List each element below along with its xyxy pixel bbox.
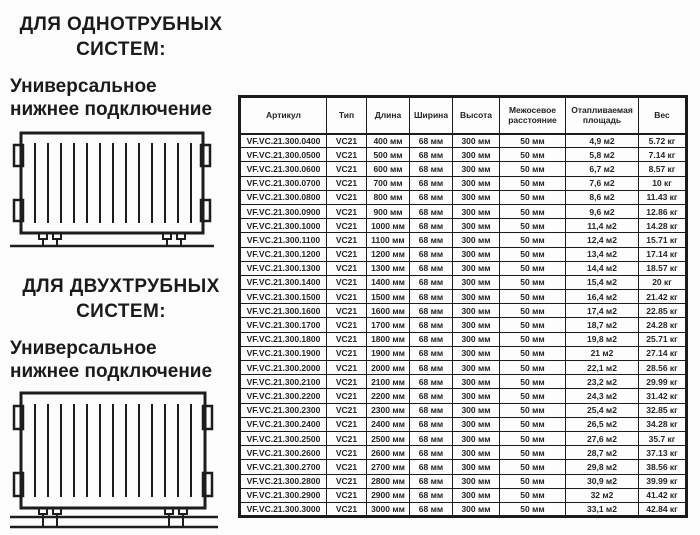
table-cell: 14.28 кг xyxy=(639,219,687,233)
table-cell: 68 мм xyxy=(410,318,453,332)
table-cell: 34.28 кг xyxy=(639,417,687,431)
table-cell: 32.85 кг xyxy=(639,403,687,417)
table-cell: 300 мм xyxy=(453,162,500,176)
table-row xyxy=(240,304,687,318)
table-cell: 68 мм xyxy=(410,417,453,431)
table-cell: 300 мм xyxy=(453,247,500,261)
table-cell: VC21 xyxy=(327,219,367,233)
table-cell: 50 мм xyxy=(500,233,566,247)
table-cell: 50 мм xyxy=(500,304,566,318)
table-cell: VF.VC.21.300.2900 xyxy=(240,488,327,502)
table-cell: 1700 мм xyxy=(367,318,410,332)
table-cell: VF.VC.21.300.0800 xyxy=(240,190,327,204)
table-cell: 2000 мм xyxy=(367,361,410,375)
table-cell: 50 мм xyxy=(500,275,566,289)
table-cell: VF.VC.21.300.2100 xyxy=(240,375,327,389)
table-cell: 300 мм xyxy=(453,332,500,346)
table-row xyxy=(240,375,687,389)
table-cell: VF.VC.21.300.1400 xyxy=(240,275,327,289)
table-cell: 400 мм xyxy=(367,134,410,148)
table-row xyxy=(240,290,687,304)
table-cell: 18.57 кг xyxy=(639,261,687,275)
table-cell: VC21 xyxy=(327,460,367,474)
table-cell: 300 мм xyxy=(453,190,500,204)
table-row xyxy=(240,176,687,190)
left-panel xyxy=(10,0,232,535)
table-cell: 50 мм xyxy=(500,332,566,346)
table-cell: 300 мм xyxy=(453,261,500,275)
table-cell: 21 м2 xyxy=(566,346,639,360)
table-cell: 17,4 м2 xyxy=(566,304,639,318)
table-cell: 68 мм xyxy=(410,502,453,516)
table-cell: 27.14 кг xyxy=(639,346,687,360)
table-cell: VC21 xyxy=(327,389,367,403)
table-row xyxy=(240,148,687,162)
table-cell: VF.VC.21.300.1300 xyxy=(240,261,327,275)
table-cell: 24.28 кг xyxy=(639,318,687,332)
table-cell: 50 мм xyxy=(500,361,566,375)
table-cell: 2100 мм xyxy=(367,375,410,389)
table-cell: 300 мм xyxy=(453,290,500,304)
table-cell: 5,8 м2 xyxy=(566,148,639,162)
table-cell: 50 мм xyxy=(500,460,566,474)
table-cell: 300 мм xyxy=(453,134,500,148)
table-cell: VC21 xyxy=(327,431,367,445)
table-cell: 2600 мм xyxy=(367,446,410,460)
table-row xyxy=(240,488,687,502)
table-row xyxy=(240,446,687,460)
table-cell: VF.VC.21.300.1900 xyxy=(240,346,327,360)
table-cell: 1500 мм xyxy=(367,290,410,304)
table-cell: VC21 xyxy=(327,190,367,204)
section-subtitle-line1: Универсальное xyxy=(10,76,157,97)
column-header: Длина xyxy=(367,97,410,134)
table-cell: 20 кг xyxy=(639,275,687,289)
table-cell: 300 мм xyxy=(453,431,500,445)
table-cell: 35.7 кг xyxy=(639,431,687,445)
table-cell: VF.VC.21.300.2200 xyxy=(240,389,327,403)
table-cell: 1200 мм xyxy=(367,247,410,261)
table-cell: VC21 xyxy=(327,233,367,247)
table-cell: 68 мм xyxy=(410,176,453,190)
column-header: Высота xyxy=(453,97,500,134)
table-row xyxy=(240,233,687,247)
table-cell: 300 мм xyxy=(453,417,500,431)
column-header: Артикул xyxy=(240,97,327,134)
table-cell: 50 мм xyxy=(500,290,566,304)
table-cell: 300 мм xyxy=(453,233,500,247)
table-cell: 800 мм xyxy=(367,190,410,204)
table-row xyxy=(240,332,687,346)
column-header: Межосевое расстояние xyxy=(500,97,566,134)
table-row xyxy=(240,162,687,176)
table-cell: 68 мм xyxy=(410,204,453,218)
table-row xyxy=(240,318,687,332)
table-cell: 50 мм xyxy=(500,204,566,218)
column-header: Отапливаемая площадь xyxy=(566,97,639,134)
table-cell: VC21 xyxy=(327,403,367,417)
table-cell: 23,2 м2 xyxy=(566,375,639,389)
section-title-line1: ДЛЯ ДВУХТРУБНЫХ xyxy=(22,276,220,297)
table-row xyxy=(240,431,687,445)
table-cell: 50 мм xyxy=(500,148,566,162)
table-row xyxy=(240,474,687,488)
table-cell: 68 мм xyxy=(410,134,453,148)
table-cell: 9,6 м2 xyxy=(566,204,639,218)
table-cell: 18,7 м2 xyxy=(566,318,639,332)
table-cell: VF.VC.21.300.1600 xyxy=(240,304,327,318)
section-title-line2: СИСТЕМ: xyxy=(76,301,166,322)
table-cell: 21.42 кг xyxy=(639,290,687,304)
table-cell: 1900 мм xyxy=(367,346,410,360)
table-cell: 39.99 кг xyxy=(639,474,687,488)
table-cell: 300 мм xyxy=(453,148,500,162)
table-cell: 300 мм xyxy=(453,446,500,460)
table-cell: 68 мм xyxy=(410,446,453,460)
section-subtitle-line2: нижнее подключение xyxy=(10,361,213,382)
table-cell: VF.VC.21.300.1000 xyxy=(240,219,327,233)
table-cell: 41.42 кг xyxy=(639,488,687,502)
table-row xyxy=(240,502,687,516)
table-cell: 2400 мм xyxy=(367,417,410,431)
table-cell: VC21 xyxy=(327,304,367,318)
table-cell: 6,7 м2 xyxy=(566,162,639,176)
table-cell: 22.85 кг xyxy=(639,304,687,318)
table-cell: 68 мм xyxy=(410,460,453,474)
table-cell: 68 мм xyxy=(410,389,453,403)
table-cell: VF.VC.21.300.1500 xyxy=(240,290,327,304)
table-cell: VC21 xyxy=(327,134,367,148)
table-cell: 50 мм xyxy=(500,502,566,516)
table-cell: 1300 мм xyxy=(367,261,410,275)
table-cell: VC21 xyxy=(327,502,367,516)
table-cell: 68 мм xyxy=(410,474,453,488)
table-cell: VC21 xyxy=(327,488,367,502)
table-cell: 500 мм xyxy=(367,148,410,162)
table-cell: 13,4 м2 xyxy=(566,247,639,261)
table-cell: VF.VC.21.300.0900 xyxy=(240,204,327,218)
table-cell: 1100 мм xyxy=(367,233,410,247)
table-cell: 22,1 м2 xyxy=(566,361,639,375)
table-cell: VF.VC.21.300.1700 xyxy=(240,318,327,332)
table-cell: 7,6 м2 xyxy=(566,176,639,190)
table-cell: 8,6 м2 xyxy=(566,190,639,204)
table-row xyxy=(240,247,687,261)
table-cell: 29.99 кг xyxy=(639,375,687,389)
table-cell: 7.14 кг xyxy=(639,148,687,162)
table-cell: 68 мм xyxy=(410,346,453,360)
table-cell: 68 мм xyxy=(410,233,453,247)
radiator-single-pipe-diagram xyxy=(10,130,214,252)
table-cell: 68 мм xyxy=(410,247,453,261)
table-cell: 300 мм xyxy=(453,219,500,233)
table-cell: 38.56 кг xyxy=(639,460,687,474)
table-cell: 300 мм xyxy=(453,389,500,403)
table-cell: 68 мм xyxy=(410,361,453,375)
table-cell: 2200 мм xyxy=(367,389,410,403)
table-cell: 50 мм xyxy=(500,431,566,445)
table-cell: 68 мм xyxy=(410,261,453,275)
column-header: Вес xyxy=(639,97,687,134)
table-row xyxy=(240,361,687,375)
table-cell: VF.VC.21.300.2700 xyxy=(240,460,327,474)
table-cell: 50 мм xyxy=(500,247,566,261)
table-cell: 50 мм xyxy=(500,446,566,460)
table-cell: 50 мм xyxy=(500,162,566,176)
section-subtitle-single-pipe xyxy=(10,75,232,121)
single-pipe-section xyxy=(10,12,232,257)
section-subtitle-line1: Универсальное xyxy=(10,338,157,359)
table-cell: VF.VC.21.300.2000 xyxy=(240,361,327,375)
table-cell: 1400 мм xyxy=(367,275,410,289)
table-cell: 28.56 кг xyxy=(639,361,687,375)
table-cell: 1000 мм xyxy=(367,219,410,233)
table-row xyxy=(240,134,687,148)
section-subtitle-two-pipe xyxy=(10,337,232,383)
table-cell: 12,4 м2 xyxy=(566,233,639,247)
table-cell: VF.VC.21.300.1200 xyxy=(240,247,327,261)
table-cell: 68 мм xyxy=(410,304,453,318)
section-title-single-pipe xyxy=(10,12,232,62)
table-cell: VC21 xyxy=(327,176,367,190)
table-cell: 19,8 м2 xyxy=(566,332,639,346)
section-title-line1: ДЛЯ ОДНОТРУБНЫХ xyxy=(19,14,223,35)
table-cell: 2700 мм xyxy=(367,460,410,474)
table-cell: VC21 xyxy=(327,446,367,460)
table-cell: VF.VC.21.300.0600 xyxy=(240,162,327,176)
table-cell: 300 мм xyxy=(453,275,500,289)
table-cell: 14,4 м2 xyxy=(566,261,639,275)
table-cell: VC21 xyxy=(327,148,367,162)
table-cell: 2900 мм xyxy=(367,488,410,502)
table-cell: 68 мм xyxy=(410,148,453,162)
section-subtitle-line2: нижнее подключение xyxy=(10,99,213,120)
table-cell: 15,4 м2 xyxy=(566,275,639,289)
table-cell: 26,5 м2 xyxy=(566,417,639,431)
table-cell: 68 мм xyxy=(410,190,453,204)
table-cell: VF.VC.21.300.2600 xyxy=(240,446,327,460)
table-row xyxy=(240,403,687,417)
table-cell: 300 мм xyxy=(453,304,500,318)
table-cell: 300 мм xyxy=(453,361,500,375)
table-row xyxy=(240,460,687,474)
table-cell: 50 мм xyxy=(500,403,566,417)
table-cell: 33,1 м2 xyxy=(566,502,639,516)
spec-table-body xyxy=(240,134,687,517)
table-cell: VC21 xyxy=(327,417,367,431)
table-cell: VF.VC.21.300.2300 xyxy=(240,403,327,417)
table-row xyxy=(240,261,687,275)
table-cell: 68 мм xyxy=(410,290,453,304)
table-cell: VF.VC.21.300.0500 xyxy=(240,148,327,162)
table-cell: 28,7 м2 xyxy=(566,446,639,460)
table-cell: 12.86 кг xyxy=(639,204,687,218)
table-cell: VC21 xyxy=(327,204,367,218)
table-cell: 300 мм xyxy=(453,474,500,488)
table-row xyxy=(240,346,687,360)
table-cell: 1600 мм xyxy=(367,304,410,318)
table-cell: 2800 мм xyxy=(367,474,410,488)
table-cell: VC21 xyxy=(327,290,367,304)
table-cell: 4,9 м2 xyxy=(566,134,639,148)
table-cell: 30,9 м2 xyxy=(566,474,639,488)
table-cell: 700 мм xyxy=(367,176,410,190)
table-cell: 68 мм xyxy=(410,375,453,389)
table-cell: VC21 xyxy=(327,346,367,360)
table-cell: VF.VC.21.300.1800 xyxy=(240,332,327,346)
table-row xyxy=(240,389,687,403)
table-cell: 900 мм xyxy=(367,204,410,218)
section-title-two-pipe xyxy=(10,274,232,324)
table-cell: 11,4 м2 xyxy=(566,219,639,233)
table-cell: 17.14 кг xyxy=(639,247,687,261)
table-cell: 50 мм xyxy=(500,176,566,190)
two-pipe-section xyxy=(10,274,232,535)
table-cell: 68 мм xyxy=(410,275,453,289)
table-cell: 68 мм xyxy=(410,332,453,346)
table-cell: VC21 xyxy=(327,247,367,261)
table-cell: 32 м2 xyxy=(566,488,639,502)
table-cell: 25,4 м2 xyxy=(566,403,639,417)
section-title-line2: СИСТЕМ: xyxy=(76,39,166,60)
table-cell: 300 мм xyxy=(453,460,500,474)
table-cell: 42.84 кг xyxy=(639,502,687,516)
spec-table xyxy=(238,95,688,518)
table-cell: 300 мм xyxy=(453,488,500,502)
table-cell: 50 мм xyxy=(500,417,566,431)
table-cell: 27,6 м2 xyxy=(566,431,639,445)
table-cell: VC21 xyxy=(327,261,367,275)
table-row xyxy=(240,204,687,218)
table-cell: 50 мм xyxy=(500,375,566,389)
table-cell: 68 мм xyxy=(410,488,453,502)
table-cell: VC21 xyxy=(327,162,367,176)
table-cell: 2500 мм xyxy=(367,431,410,445)
table-cell: 50 мм xyxy=(500,219,566,233)
table-cell: VC21 xyxy=(327,332,367,346)
table-cell: 2300 мм xyxy=(367,403,410,417)
table-cell: 50 мм xyxy=(500,134,566,148)
table-cell: VF.VC.21.300.1100 xyxy=(240,233,327,247)
table-cell: 15.71 кг xyxy=(639,233,687,247)
table-cell: VC21 xyxy=(327,474,367,488)
table-row xyxy=(240,219,687,233)
table-cell: 50 мм xyxy=(500,318,566,332)
table-cell: 24,3 м2 xyxy=(566,389,639,403)
table-cell: VC21 xyxy=(327,375,367,389)
table-cell: 300 мм xyxy=(453,318,500,332)
table-cell: 50 мм xyxy=(500,389,566,403)
table-cell: 50 мм xyxy=(500,474,566,488)
table-cell: 25.71 кг xyxy=(639,332,687,346)
table-cell: 68 мм xyxy=(410,403,453,417)
table-cell: 600 мм xyxy=(367,162,410,176)
table-cell: 16,4 м2 xyxy=(566,290,639,304)
table-cell: 50 мм xyxy=(500,261,566,275)
table-cell: 31.42 кг xyxy=(639,389,687,403)
table-cell: VF.VC.21.300.2400 xyxy=(240,417,327,431)
table-cell: VF.VC.21.300.3000 xyxy=(240,502,327,516)
table-row xyxy=(240,190,687,204)
table-cell: 300 мм xyxy=(453,403,500,417)
table-cell: 3000 мм xyxy=(367,502,410,516)
table-cell: 8.57 кг xyxy=(639,162,687,176)
table-cell: 11.43 кг xyxy=(639,190,687,204)
table-cell: 1800 мм xyxy=(367,332,410,346)
table-cell: VF.VC.21.300.2500 xyxy=(240,431,327,445)
table-cell: VC21 xyxy=(327,318,367,332)
radiator-two-pipe-diagram xyxy=(10,390,218,530)
table-row xyxy=(240,275,687,289)
table-cell: 68 мм xyxy=(410,219,453,233)
table-cell: 29,8 м2 xyxy=(566,460,639,474)
table-cell: VF.VC.21.300.2800 xyxy=(240,474,327,488)
two-pipe-diagram-wrap xyxy=(10,390,232,535)
table-cell: 300 мм xyxy=(453,346,500,360)
table-cell: 300 мм xyxy=(453,502,500,516)
spec-table-header xyxy=(240,97,687,134)
column-header: Ширина xyxy=(410,97,453,134)
table-cell: 300 мм xyxy=(453,176,500,190)
column-header: Тип xyxy=(327,97,367,134)
table-cell: 68 мм xyxy=(410,431,453,445)
table-cell: 50 мм xyxy=(500,190,566,204)
table-cell: 5.72 кг xyxy=(639,134,687,148)
table-cell: VF.VC.21.300.0400 xyxy=(240,134,327,148)
table-cell: 50 мм xyxy=(500,488,566,502)
table-cell: 300 мм xyxy=(453,204,500,218)
table-cell: 50 мм xyxy=(500,346,566,360)
table-cell: VF.VC.21.300.0700 xyxy=(240,176,327,190)
table-cell: 300 мм xyxy=(453,375,500,389)
single-pipe-diagram-wrap xyxy=(10,130,232,257)
table-row xyxy=(240,417,687,431)
table-cell: VC21 xyxy=(327,275,367,289)
table-cell: 37.13 кг xyxy=(639,446,687,460)
header-row xyxy=(240,97,687,134)
table-cell: 10 кг xyxy=(639,176,687,190)
table-cell: VC21 xyxy=(327,361,367,375)
table-cell: 68 мм xyxy=(410,162,453,176)
